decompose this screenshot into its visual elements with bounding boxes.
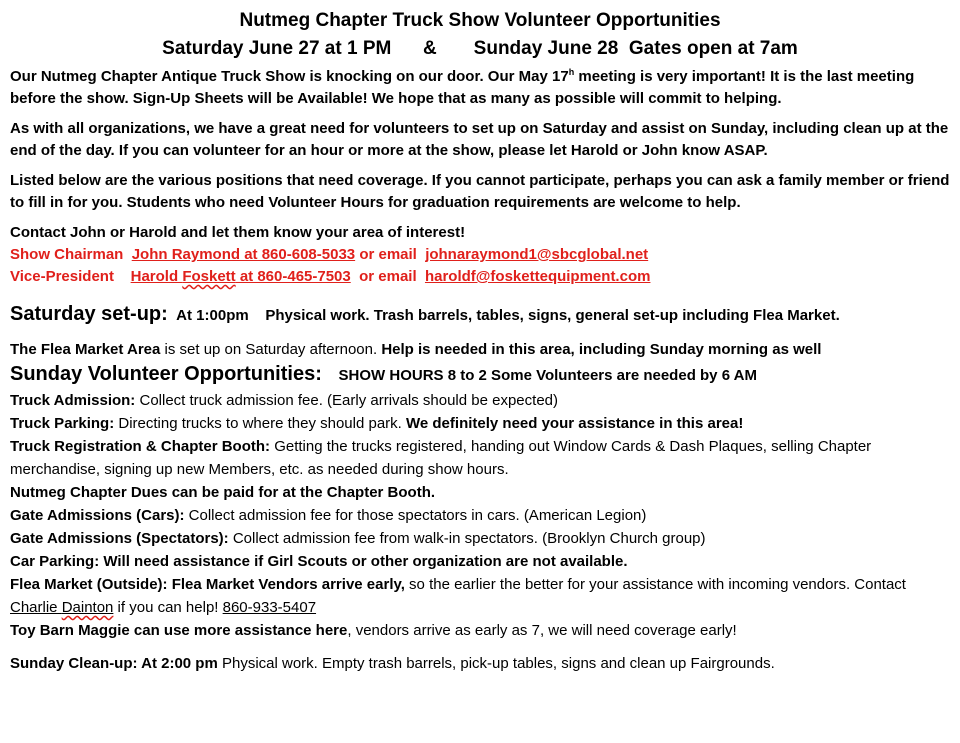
- sunday-toy-item: [10, 619, 950, 642]
- chairman-or: or email: [359, 246, 417, 263]
- intro-p1-text-a: Our Nutmeg Chapter Antique Truck Show is knocking on our door. Our May 17: [10, 68, 569, 85]
- saturday-colon: :: [161, 303, 168, 325]
- toy-text: , vendors arrive as early as 7, we will need coverage early!: [347, 622, 737, 639]
- chairman-name-phone[interactable]: John Raymond at 860-608-5033: [131, 246, 356, 263]
- intro-p1-text-b: meeting is very important! It is the last meeting before the show. Sign-Up Sheets will be Available! We hope that as many as possible will commit to helping.: [10, 68, 915, 107]
- item-text: Directing trucks to where they should park.: [114, 415, 406, 432]
- sunday-item-0: [10, 389, 950, 412]
- flea-contact-first: Charlie: [10, 599, 62, 616]
- intro-paragraph-3: Listed below are the various positions that need coverage. If you cannot participate, perhaps you can ask a family member or friend to fill in for you. Students who need Volunteer Hours for graduation requirements are welcome to help.: [10, 172, 950, 211]
- item-label: Nutmeg Chapter Dues can be paid for at the Chapter Booth.: [10, 484, 436, 501]
- vp-phone: at 860-465-7503: [235, 268, 351, 285]
- contact-lead: Contact John or Harold and let them know your area of interest!: [10, 224, 466, 241]
- chairman-role: Show Chairman: [10, 246, 124, 263]
- item-label: Truck Admission:: [10, 392, 136, 409]
- saturday-heading: Saturday set-up: [10, 303, 162, 325]
- item-label: Gate Admissions (Spectators):: [10, 530, 229, 547]
- flea-text-2: if you can help!: [113, 599, 223, 616]
- page-title: Nutmeg Chapter Truck Show Volunteer Opportunities: [239, 10, 721, 31]
- item-bold-text: We definitely need your assistance in this area!: [406, 415, 744, 432]
- page-subtitle: Saturday June 27 at 1 PM & Sunday June 28 Gates open at 7am: [162, 38, 798, 59]
- sunday-item-4: [10, 504, 950, 527]
- item-label: Truck Registration & Chapter Booth:: [10, 438, 271, 455]
- sunday-cleanup-line: [10, 652, 950, 675]
- toy-label: Toy Barn Maggie can use more assistance here: [10, 622, 348, 639]
- item-text: Collect truck admission fee. (Early arrivals should be expected): [135, 392, 558, 409]
- flea-area-help: Help is needed in this area, including Sunday morning as well: [381, 341, 822, 358]
- sunday-heading: Sunday Volunteer Opportunities:: [10, 363, 322, 385]
- sunday-item-3: [10, 481, 950, 504]
- chairman-email-link[interactable]: johnaraymond1@sbcglobal.net: [425, 246, 649, 263]
- vp-email-link[interactable]: haroldf@foskettequipment.com: [424, 268, 651, 285]
- saturday-desc: Physical work. Trash barrels, tables, signs, general set-up including Flea Market.: [265, 307, 840, 324]
- sunday-item-5: [10, 527, 950, 550]
- saturday-setup-line: [10, 300, 950, 330]
- flea-label: Flea Market (Outside): Flea Market Vendors arrive early,: [10, 576, 405, 593]
- sunday-items: [10, 389, 950, 642]
- flea-area-label: The Flea Market Area: [10, 341, 161, 358]
- sunday-heading-line: [10, 361, 950, 389]
- saturday-time: At 1:00pm: [176, 307, 249, 324]
- flea-text: so the earlier the better for your assistance with incoming vendors. Contact: [404, 576, 906, 593]
- flea-area-text: is set up on Saturday afternoon.: [160, 341, 382, 358]
- chairman-contact: [10, 244, 950, 266]
- intro-p1-sup: h: [568, 67, 575, 77]
- flea-contact-last: Dainton: [61, 599, 114, 616]
- intro-paragraph-2: As with all organizations, we have a great need for volunteers to set up on Saturday and assist on Sunday, including clean up at the end of the day. If you can volunteer for an hour or more at the show, please let Harold or John know ASAP.: [10, 120, 949, 159]
- vp-name-phone[interactable]: [131, 268, 351, 285]
- item-label: Truck Parking:: [10, 415, 115, 432]
- vp-role: Vice-President: [10, 268, 114, 285]
- item-text: Collect admission fee from walk-in spectators. (Brooklyn Church group): [228, 530, 706, 547]
- item-label: Gate Admissions (Cars):: [10, 507, 185, 524]
- sunday-item-2: [10, 435, 950, 481]
- vp-contact: [10, 266, 950, 288]
- cleanup-label: Sunday Clean-up: At 2:00 pm: [10, 655, 218, 672]
- sunday-flea-item: [10, 573, 950, 619]
- item-text: Getting the trucks registered, handing out Window Cards & Dash Plaques, selling Chapter merchandise, signing up new Members, etc. as needed during show hours.: [10, 438, 872, 478]
- flea-contact-link[interactable]: [10, 599, 113, 616]
- flea-phone-link[interactable]: 860-933-5407: [222, 599, 317, 616]
- item-text: Collect admission fee for those spectators in cars. (American Legion): [184, 507, 647, 524]
- sunday-item-6: [10, 550, 950, 573]
- sunday-hours: SHOW HOURS 8 to 2 Some Volunteers are needed by 6 AM: [338, 367, 757, 384]
- cleanup-text: Physical work. Empty trash barrels, pick-up tables, signs and clean up Fairgrounds.: [217, 655, 775, 672]
- item-label: Car Parking: Will need assistance if Girl Scouts or other organization are not available.: [10, 553, 628, 570]
- vp-name-last: Foskett: [182, 268, 236, 285]
- sunday-item-1: [10, 412, 950, 435]
- saturday-flea-line: [10, 338, 950, 361]
- intro-paragraph-1: [10, 66, 950, 110]
- vp-or: or email: [359, 268, 417, 285]
- vp-name-first: Harold: [130, 268, 183, 285]
